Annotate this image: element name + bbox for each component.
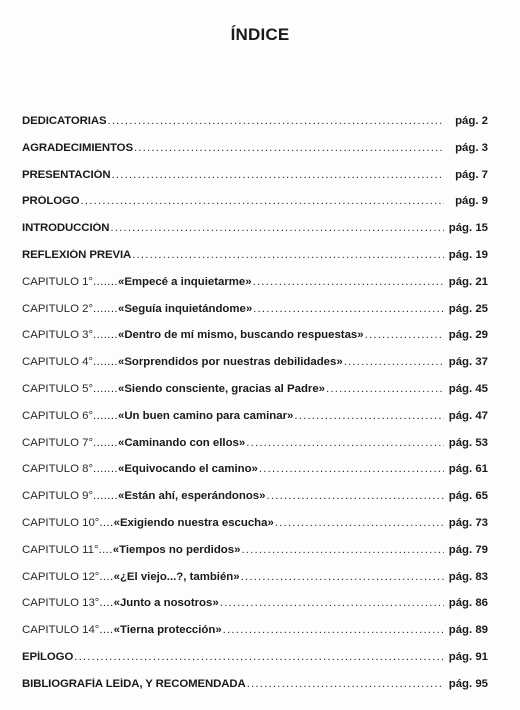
- chapter-title: «Seguía inquietándome»: [117, 302, 253, 315]
- dot-leader: [241, 571, 444, 583]
- dot-leader: [246, 437, 444, 449]
- page-number: pág. 61: [448, 463, 488, 476]
- chapter-number: CAPITULO 3°: [22, 329, 94, 342]
- chapter-number: CAPITULO 12°: [22, 570, 100, 583]
- page-number: pág. 65: [448, 490, 488, 503]
- toc-entry-epilogo: [22, 651, 488, 678]
- page-number: pág. 95: [448, 677, 488, 690]
- chapter-dots: .......: [93, 382, 118, 395]
- toc-entry-bibliografia: [22, 678, 488, 705]
- toc-entry-chapter-5: [22, 383, 488, 410]
- chapter-dots: ....: [99, 570, 114, 583]
- toc-entry-dedicatorias: [22, 115, 488, 142]
- chapter-number: CAPITULO 7°: [22, 436, 94, 449]
- dot-leader: [344, 356, 444, 368]
- dot-leader: [111, 169, 444, 181]
- dot-leader: [132, 249, 444, 261]
- chapter-dots: .......: [93, 302, 118, 315]
- toc-entry-chapter-6: [22, 410, 488, 437]
- dot-leader: [266, 490, 444, 502]
- toc-entry-chapter-3: [22, 329, 488, 356]
- toc-entry-chapter-10: [22, 517, 488, 544]
- dot-leader: [110, 222, 444, 234]
- page-title: ÍNDICE: [230, 25, 290, 44]
- dot-leader: [81, 195, 444, 207]
- chapter-dots: .......: [93, 490, 118, 503]
- dot-leader: [134, 142, 444, 154]
- table-of-contents: [22, 115, 488, 705]
- chapter-number: CAPITULO 1°: [22, 275, 94, 288]
- chapter-dots: .......: [93, 463, 118, 476]
- toc-entry-prologo: [22, 195, 488, 222]
- chapter-title: «Equivocando el camino»: [117, 463, 258, 476]
- page-number: pág. 3: [455, 141, 488, 154]
- chapter-dots: ....: [99, 624, 114, 637]
- toc-entry-presentacion: [22, 169, 488, 196]
- chapter-number: CAPITULO 2°: [22, 302, 94, 315]
- page-number: pág. 15: [448, 222, 488, 235]
- dot-leader: [220, 597, 444, 609]
- chapter-title: «Junto a nosotros»: [113, 597, 219, 610]
- chapter-title: «Exigiendo nuestra escucha»: [113, 516, 274, 529]
- chapter-number: CAPITULO 8°: [22, 463, 94, 476]
- page-number: pág. 9: [455, 195, 488, 208]
- toc-entry-chapter-2: [22, 303, 488, 330]
- entry-label: PRÓLOGO: [22, 195, 80, 208]
- chapter-title: «Caminando con ellos»: [117, 436, 246, 449]
- dot-leader: [253, 303, 444, 315]
- chapter-title: «Empecé a inquietarme»: [117, 275, 252, 288]
- entry-label: PRESENTACIÓN: [22, 168, 111, 181]
- toc-entry-chapter-1: [22, 276, 488, 303]
- dot-leader: [74, 651, 444, 663]
- entry-label: DEDICATORIAS: [22, 115, 107, 127]
- page-number: pág. 47: [448, 409, 488, 422]
- page-number: pág. 53: [448, 436, 488, 449]
- entry-label: REFLEXIÓN PREVIA: [22, 248, 132, 261]
- dot-leader: [326, 383, 444, 395]
- chapter-number: CAPITULO 13°: [22, 597, 100, 610]
- dot-leader: [294, 410, 444, 422]
- dot-leader: [275, 517, 444, 529]
- chapter-title: «Un buen camino para caminar»: [117, 409, 294, 422]
- chapter-dots: ....: [98, 543, 113, 556]
- toc-entry-agradecimientos: [22, 142, 488, 169]
- page-number: pág. 86: [448, 597, 488, 610]
- toc-entry-chapter-8: [22, 463, 488, 490]
- chapter-number: CAPITULO 11°: [22, 543, 99, 556]
- page-number: pág. 83: [448, 570, 488, 583]
- entry-label: AGRADECIMIENTOS: [22, 141, 133, 154]
- chapter-number: CAPITULO 6°: [22, 409, 94, 422]
- chapter-title: «¿El viejo...?, también»: [113, 570, 240, 583]
- page-number: pág. 29: [448, 329, 488, 342]
- page-number: pág. 19: [448, 248, 488, 261]
- toc-entry-chapter-9: [22, 490, 488, 517]
- dot-leader: [223, 624, 444, 636]
- chapter-dots: .......: [93, 409, 118, 422]
- dot-leader: [259, 463, 444, 475]
- toc-entry-chapter-12: [22, 571, 488, 598]
- chapter-dots: .......: [93, 329, 118, 342]
- page-number: pág. 89: [448, 624, 488, 637]
- page-number: pág. 25: [448, 302, 488, 315]
- chapter-number: CAPITULO 10°: [22, 516, 100, 529]
- toc-entry-chapter-11: [22, 544, 488, 571]
- page-number: pág. 79: [448, 543, 488, 556]
- page-number: pág. 7: [455, 168, 488, 181]
- chapter-title: «Sorprendidos por nuestras debilidades»: [117, 356, 343, 369]
- page-number: pág. 45: [448, 382, 488, 395]
- chapter-title: «Dentro de mí mismo, buscando respuestas»: [117, 329, 364, 342]
- dot-leader: [253, 276, 444, 288]
- chapter-dots: ....: [99, 516, 114, 529]
- dot-leader: [107, 115, 444, 127]
- chapter-title: «Siendo consciente, gracias al Padre»: [117, 382, 326, 395]
- page-number: pág. 21: [448, 275, 488, 288]
- chapter-dots: .......: [93, 356, 118, 369]
- chapter-title: «Están ahí, esperándonos»: [117, 490, 266, 503]
- toc-entry-chapter-14: [22, 624, 488, 651]
- dot-leader: [247, 678, 444, 690]
- dot-leader: [241, 544, 444, 556]
- chapter-title: «Tiempos no perdidos»: [112, 543, 241, 556]
- page-number: pág. 2: [455, 115, 488, 127]
- entry-label: BIBLIOGRAFÍA LEÍDA, Y RECOMENDADA: [22, 677, 246, 690]
- entry-label: EPÍLOGO: [22, 650, 74, 663]
- toc-entry-chapter-7: [22, 437, 488, 464]
- dot-leader: [365, 329, 444, 341]
- toc-entry-chapter-13: [22, 597, 488, 624]
- chapter-dots: .......: [93, 436, 118, 449]
- chapter-title: «Tierna protección»: [113, 624, 222, 637]
- chapter-number: CAPITULO 5°: [22, 382, 94, 395]
- page-number: pág. 37: [448, 356, 488, 369]
- toc-entry-introduccion: [22, 222, 488, 249]
- chapter-number: CAPITULO 4°: [22, 356, 94, 369]
- chapter-number: CAPITULO 14°: [22, 624, 100, 637]
- toc-entry-reflexion-previa: [22, 249, 488, 276]
- chapter-dots: .......: [93, 275, 118, 288]
- page-number: pág. 73: [448, 516, 488, 529]
- chapter-dots: ....: [99, 597, 114, 610]
- page-number: pág. 91: [448, 650, 488, 663]
- chapter-number: CAPITULO 9°: [22, 490, 94, 503]
- toc-entry-chapter-4: [22, 356, 488, 383]
- entry-label: INTRODUCCIÓN: [22, 222, 110, 235]
